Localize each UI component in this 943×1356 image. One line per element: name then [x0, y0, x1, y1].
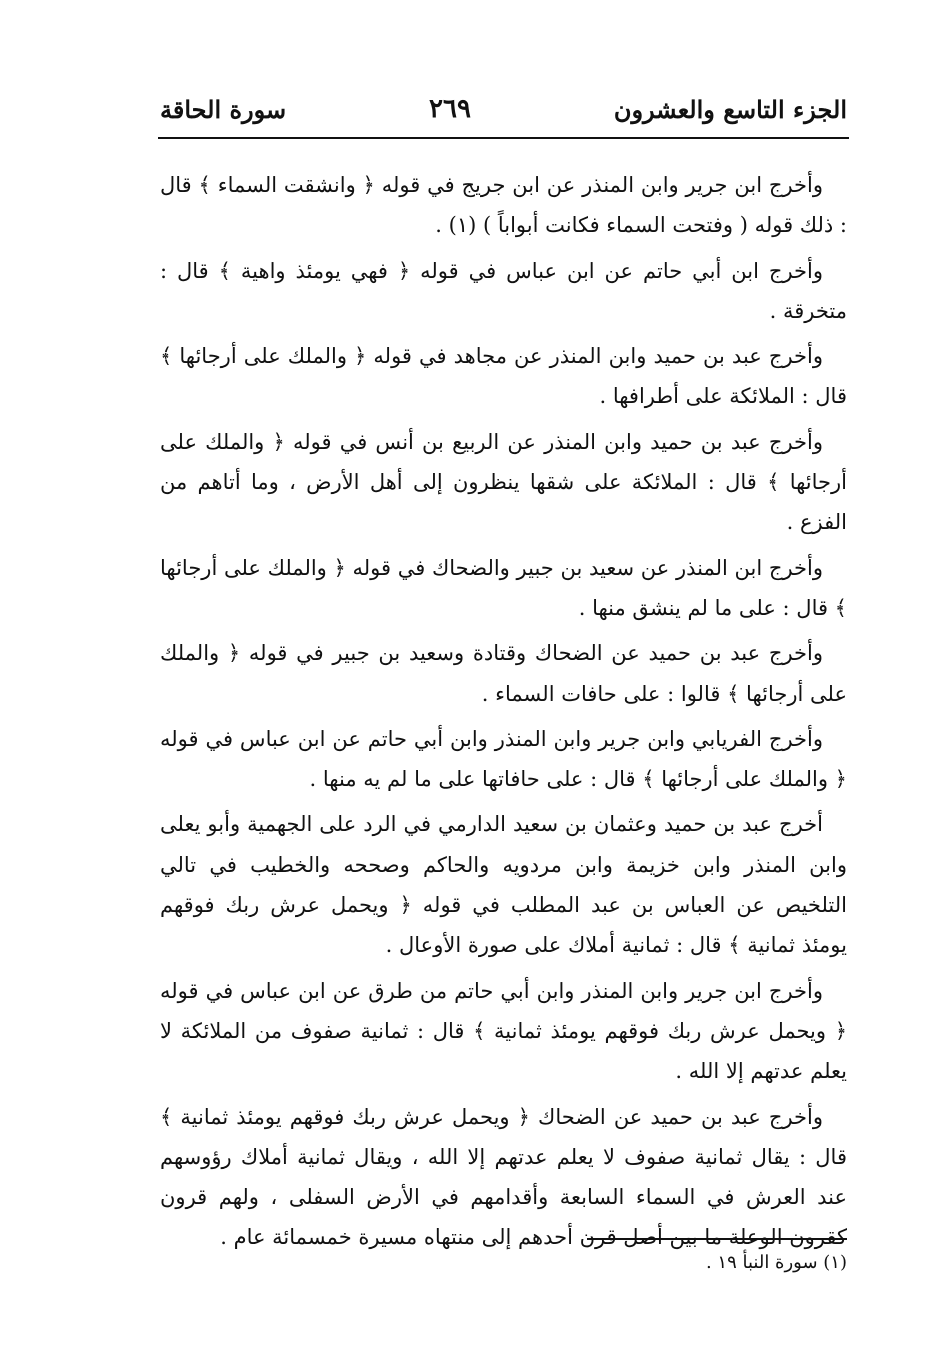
paragraph-3: وأخرج عبد بن حميد وابن المنذر عن مجاهد في قوله ﴿ والملك على أرجائها ﴾ قال : الملائكة على أطرافها .	[160, 344, 847, 409]
header-rule	[158, 137, 849, 139]
footnote-rule	[587, 1238, 847, 1240]
paragraph-10: وأخرج عبد بن حميد عن الضحاك ﴿ ويحمل عرش ربك فوقهم يومئذ ثمانية ﴾ قال : يقال ثمانية صفوف لا يعلم عدتهم إلا الله ، ويقال ثمانية أملاك رؤوسهم عند العرش في السماء السابعة وأقدامهم في الأرض السفلى ، ولهم قرون كقرون الوعلة ما بين أصل قرن أحدهم إلى منتهاه مسيرة خمسمائة عام .	[160, 1104, 847, 1250]
running-header	[160, 86, 847, 132]
paragraph-4: وأخرج عبد بن حميد وابن المنذر عن الربيع بن أنس في قوله ﴿ والملك على أرجائها ﴾ قال : الملائكة على شقها ينظرون إلى أهل الأرض ، وما أتاهم من الفزع .	[160, 429, 847, 535]
paragraph-2: وأخرج ابن أبي حاتم عن ابن عباس في قوله ﴿ فهي يومئذ واهية ﴾ قال : متخرقة .	[160, 258, 847, 323]
footnote: (١) سورة النبأ ١٩ .	[705, 1252, 847, 1273]
paragraph-6: وأخرج عبد بن حميد عن الضحاك وقتادة وسعيد بن جبير في قوله ﴿ والملك على أرجائها ﴾ قالوا : على حافات السماء .	[160, 641, 847, 706]
paragraph-5: وأخرج ابن المنذر عن سعيد بن جبير والضحاك في قوله ﴿ والملك على أرجائها ﴾ قال : على ما لم ينشق منها .	[160, 555, 847, 620]
surah-title: سورة الحاقة	[160, 94, 287, 124]
paragraph-7: وأخرج الفريابي وابن جرير وابن المنذر وابن أبي حاتم عن ابن عباس في قوله ﴿ والملك على أرجائها ﴾ قال : على حافاتها على ما لم يه منها .	[160, 726, 847, 792]
paragraph-9: وأخرج ابن جرير وابن المنذر وابن أبي حاتم من طرق عن ابن عباس في قوله ﴿ ويحمل عرش ربك فوقهم يومئذ ثمانية ﴾ قال : ثمانية صفوف من الملائكة لا يعلم عدتهم إلا الله .	[160, 978, 847, 1084]
paragraph-1: وأخرج ابن جرير وابن المنذر عن ابن جريج في قوله ﴿ وانشقت السماء ﴾ قال : ذلك قوله ( وفتحت السماء فكانت أبواباً ) (١) .	[160, 173, 847, 238]
page-number: ٢٦٩	[429, 94, 471, 124]
paragraph-8: أخرج عبد بن حميد وعثمان بن سعيد الدارمي في الرد على الجهمية وأبو يعلى وابن المنذر وابن خزيمة وابن مردويه والحاكم وصححه والخطيب في تالي التلخيص عن العباس بن عبد المطلب في قوله ﴿ ويحمل عرش ربك فوقهم يومئذ ثمانية ﴾ قال : ثمانية أملاك على صورة الأوعال .	[160, 812, 847, 958]
part-title: الجزء التاسع والعشرون	[613, 94, 847, 124]
page-body	[160, 165, 847, 1263]
